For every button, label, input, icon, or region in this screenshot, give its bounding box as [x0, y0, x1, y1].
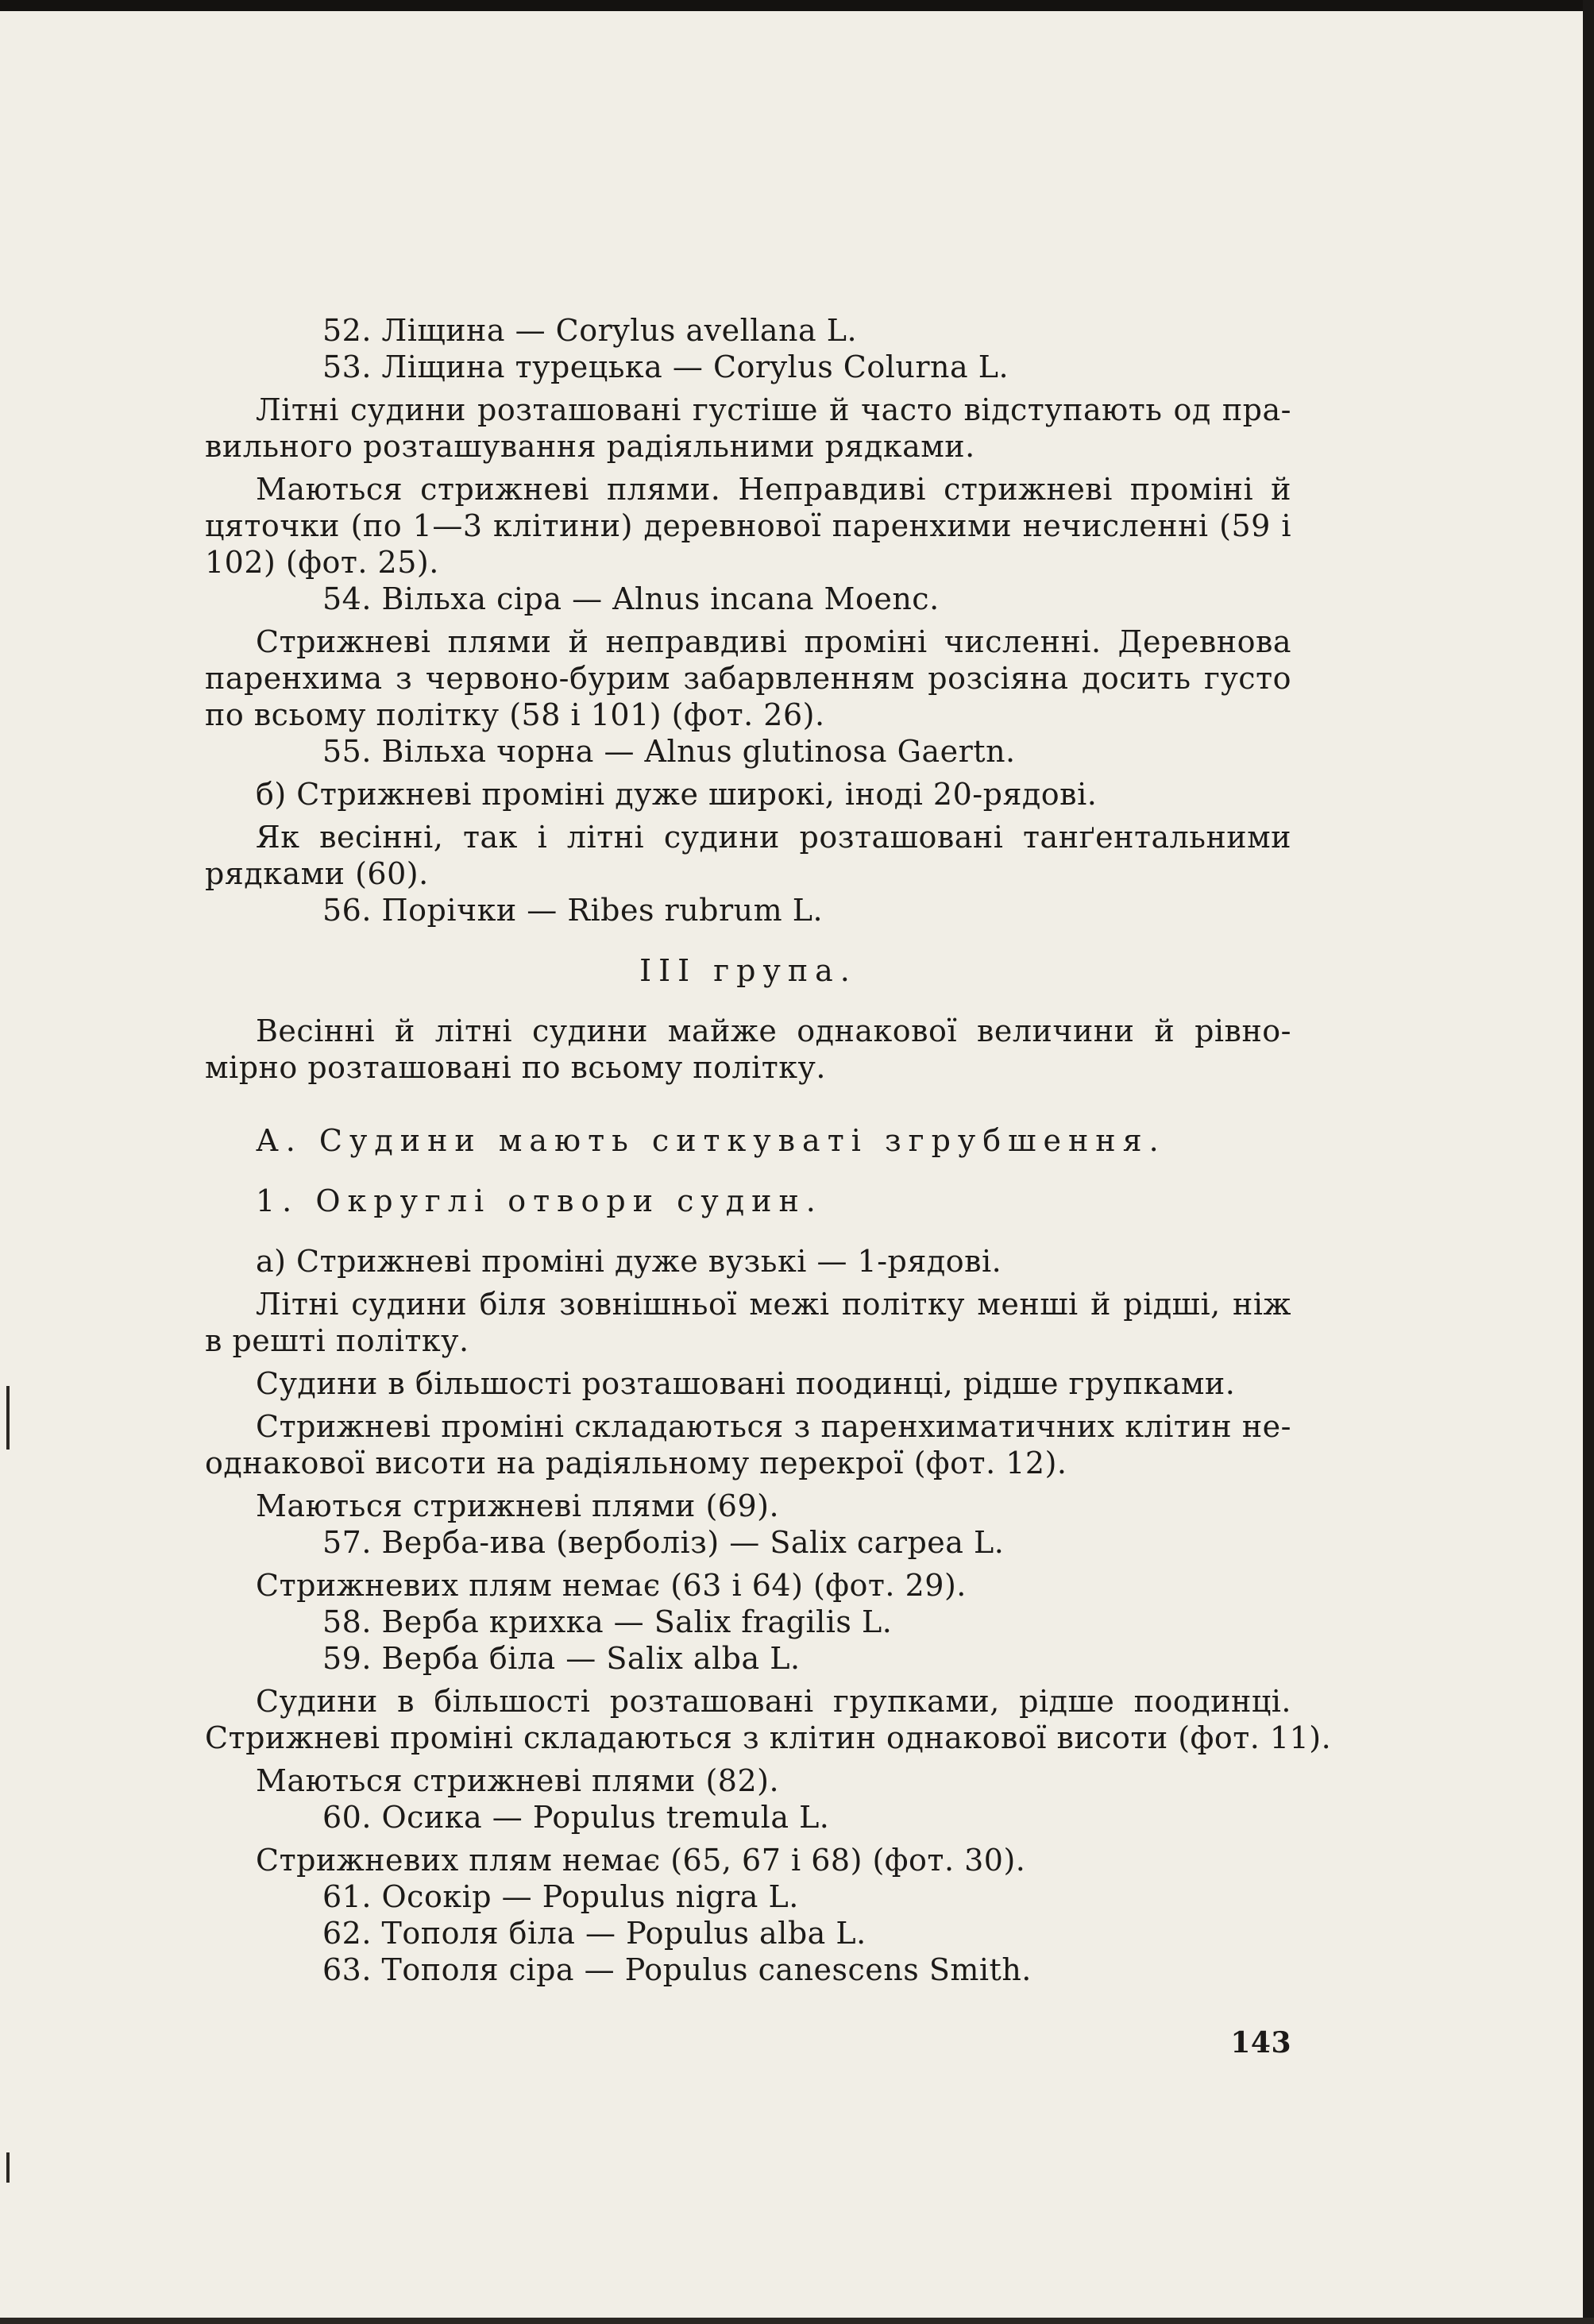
scan-top-edge	[0, 0, 1594, 11]
section-heading-a: А. Судини мають ситкуваті згрубшення.	[256, 1123, 1166, 1158]
scan-margin-mark	[6, 2152, 10, 2183]
species-entry-54: 54. Вільха сіра — Alnus incana Moenc.	[322, 581, 940, 616]
species-entry-60: 60. Осика — Populus tremula L.	[322, 1800, 830, 1835]
text-line: Весінні й літні судини майже однакової величини й рівно-	[256, 1013, 1291, 1048]
species-entry-53: 53. Ліщина турецька — Corylus Colurna L.	[322, 349, 1009, 384]
text-line: однакової висоти на радіяльному перекрої (фот. 12).	[205, 1446, 1067, 1480]
species-entry-63: 63. Тополя сіра — Populus canescens Smith.	[322, 1952, 1032, 1987]
page-number: 143	[1230, 2026, 1291, 2060]
species-entry-57: 57. Верба-ива (верболіз) — Salix carpea L.	[322, 1525, 1005, 1560]
text-line: Стрижневі плями й неправдиві проміні численні. Деревнова	[256, 624, 1291, 659]
species-entry-59: 59. Верба біла — Salix alba L.	[322, 1641, 801, 1676]
scan-bottom-edge	[0, 2318, 1594, 2324]
text-line: Літні судини розташовані густіше й часто відступають од пра-	[256, 392, 1291, 427]
group-heading: III група.	[639, 953, 857, 988]
species-entry-58: 58. Верба крихка — Salix fragilis L.	[322, 1604, 893, 1639]
text-line: вильного розташування радіяльними рядками.	[205, 429, 975, 464]
text-line: Як весінні, так і літні судини розташовані танґентальними	[256, 820, 1291, 855]
species-entry-62: 62. Тополя біла — Populus alba L.	[322, 1916, 866, 1951]
species-entry-52: 52. Ліщина — Corylus avellana L.	[322, 313, 858, 348]
text-line: Стрижневі проміні складаються з клітин однакової висоти (фот. 11).	[205, 1720, 1332, 1755]
species-entry-61: 61. Осокір — Populus nigra L.	[322, 1879, 799, 1914]
text-line: цяточки (по 1—3 клітини) деревнової паренхими нечисленні (59 і	[205, 508, 1291, 543]
text-line: Стрижневі проміні складаються з паренхиматичних клітин не-	[256, 1409, 1291, 1444]
subgroup-heading: а) Стрижневі проміні дуже вузькі — 1-рядові.	[256, 1244, 1002, 1279]
text-line: рядками (60).	[205, 856, 429, 891]
page-body	[205, 312, 1332, 2061]
text-line: мірно розташовані по всьому політку.	[205, 1050, 826, 1085]
text-line: Літні судини біля зовнішньої межі політку менші й рідші, ніж	[256, 1287, 1291, 1322]
subsection-heading-1: 1. Округлі отвори судин.	[256, 1183, 823, 1218]
text-line: паренхима з червоно-бурим забарвленням розсіяна досить густо	[205, 661, 1291, 696]
subgroup-heading: б) Стрижневі проміні дуже широкі, іноді 20-рядові.	[256, 777, 1098, 812]
text-line: Маються стрижневі плями (82).	[256, 1763, 780, 1798]
species-entry-56: 56. Порічки — Ribes rubrum L.	[322, 893, 824, 928]
text-line: Судини в більшості розташовані поодинці, рідше групками.	[256, 1366, 1236, 1401]
text-line: в решті політку.	[205, 1323, 469, 1358]
text-line: 102) (фот. 25).	[205, 545, 439, 580]
text-line: Стрижневих плям немає (65, 67 і 68) (фот. 30).	[256, 1843, 1026, 1878]
species-entry-55: 55. Вільха чорна — Alnus glutinosa Gaertn.	[322, 734, 1016, 769]
text-line: Судини в більшості розташовані групками, рідше поодинці.	[256, 1684, 1291, 1719]
scan-right-edge	[1583, 0, 1594, 2324]
text-line: Стрижневих плям немає (63 і 64) (фот. 29).	[256, 1568, 967, 1603]
text-line: Маються стрижневі плями (69).	[256, 1488, 780, 1523]
scan-margin-mark	[6, 1386, 10, 1450]
text-line: по всьому політку (58 і 101) (фот. 26).	[205, 697, 825, 732]
text-line: Маються стрижневі плями. Неправдиві стрижневі проміні й	[256, 472, 1291, 507]
